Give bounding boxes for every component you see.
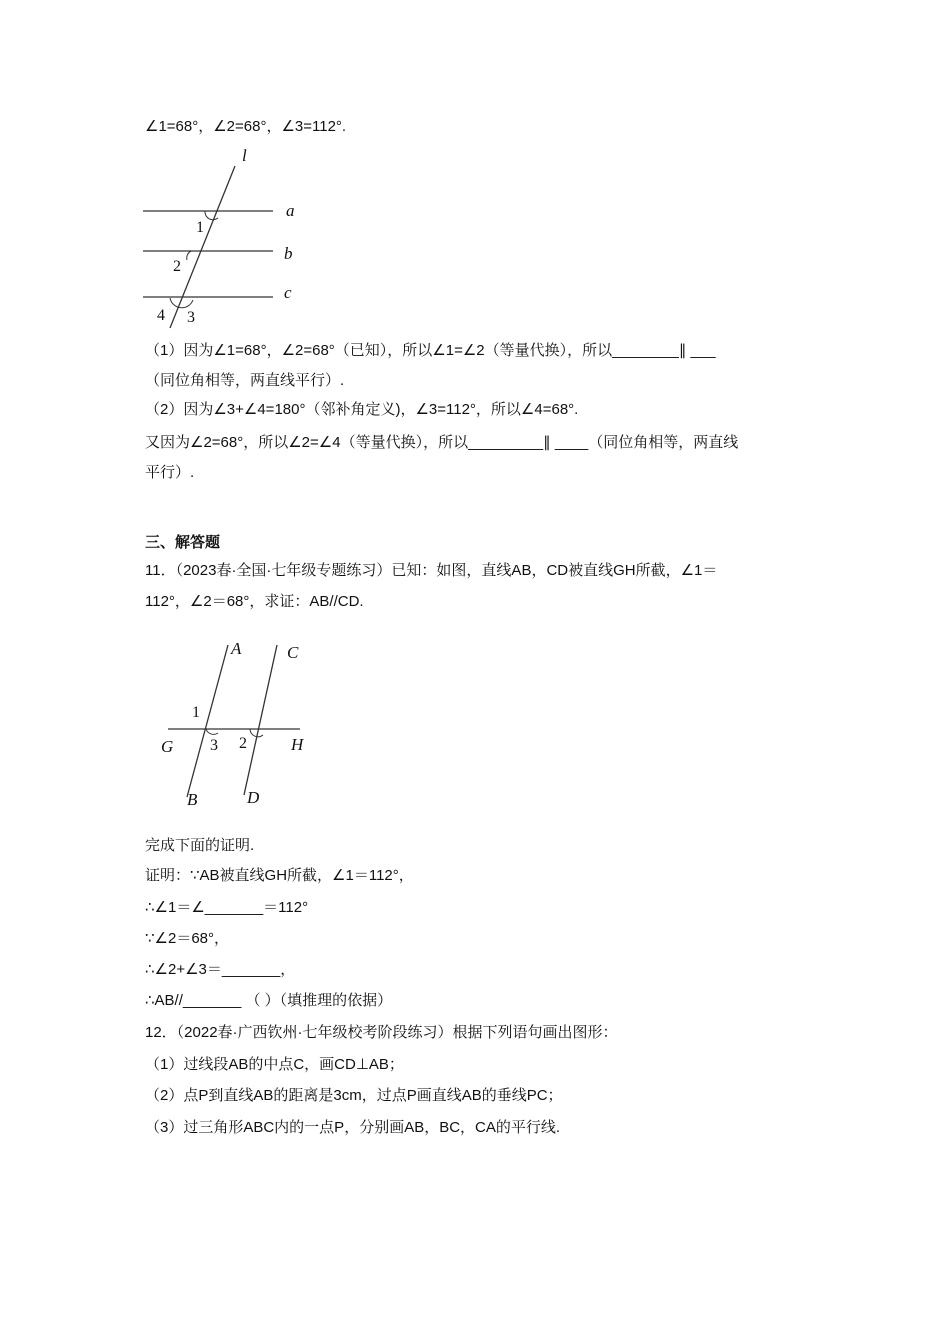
proof-line-6: ∴AB//_______ （ ）（填推理的依据） [145,992,393,1009]
label-3: 3 [210,737,218,754]
line-ab [187,645,228,797]
label-D: D [247,788,260,807]
q10-line-4: 又因为∠2=68°，所以∠2=∠4（等量代换），所以_________∥ ____（同位角相等，两直线 [145,434,739,451]
label-1: 1 [196,219,204,236]
q11-line-2: 112°，∠2＝68°，求证：AB//CD. [145,593,364,610]
label-a: a [286,201,295,220]
proof-line-2: 证明：∵AB被直线GH所截，∠1＝112°， [145,867,414,884]
label-4: 4 [157,307,165,324]
q12-line-1: 12．（2022春·广西钦州·七年级校考阶段练习）根据下列语句画出图形： [145,1024,618,1041]
parallel-lines-figure-1 [135,140,315,335]
q10-line-5: 平行）. [145,464,195,481]
label-2: 2 [239,735,247,752]
label-G: G [161,737,174,756]
label-3: 3 [187,309,195,326]
section-title: 三、解答题 [145,534,221,551]
transversal-l [170,166,235,328]
label-B: B [187,790,198,809]
q12-item-3: （3）过三角形ABC内的一点P，分别画AB，BC，CA的平行线. [145,1119,561,1136]
label-1: 1 [192,704,200,721]
q10-line-1: （1）因为∠1=68°，∠2=68°（已知），所以∠1=∠2（等量代换），所以________∥ ___ [145,342,716,359]
parallel-lines-figure-2 [150,635,325,815]
label-2: 2 [173,258,181,275]
label-C: C [287,643,299,662]
angle-2-arc [187,251,191,260]
q11-line-1: 11．（2023春·全国·七年级专题练习）已知：如图，直线AB，CD被直线GH所截，∠1＝ [145,562,718,579]
label-l: l [242,146,247,165]
angle-3-arc [206,729,218,734]
label-A: A [231,639,242,658]
label-b: b [284,244,293,263]
q10-line-2: （同位角相等，两直线平行）. [145,372,345,389]
proof-line-1: 完成下面的证明. [145,837,255,854]
proof-line-5: ∴∠2+∠3＝_______， [145,961,296,978]
figure-1-caption: ∠1=68°，∠2=68°，∠3=112°. [145,118,347,135]
q10-line-3: （2）因为∠3+∠4=180°（邻补角定义)，∠3=112°，所以∠4=68°. [145,401,579,418]
q12-item-1: （1）过线段AB的中点C，画CD⊥AB； [145,1056,404,1073]
label-c: c [284,283,292,302]
proof-line-3: ∴∠1＝∠_______＝112° [145,899,309,916]
proof-line-4: ∵∠2＝68°， [145,930,230,947]
q12-item-2: （2）点P到直线AB的距离是3cm，过点P画直线AB的垂线PC； [145,1087,563,1104]
label-H: H [291,735,304,754]
line-cd [244,645,277,795]
